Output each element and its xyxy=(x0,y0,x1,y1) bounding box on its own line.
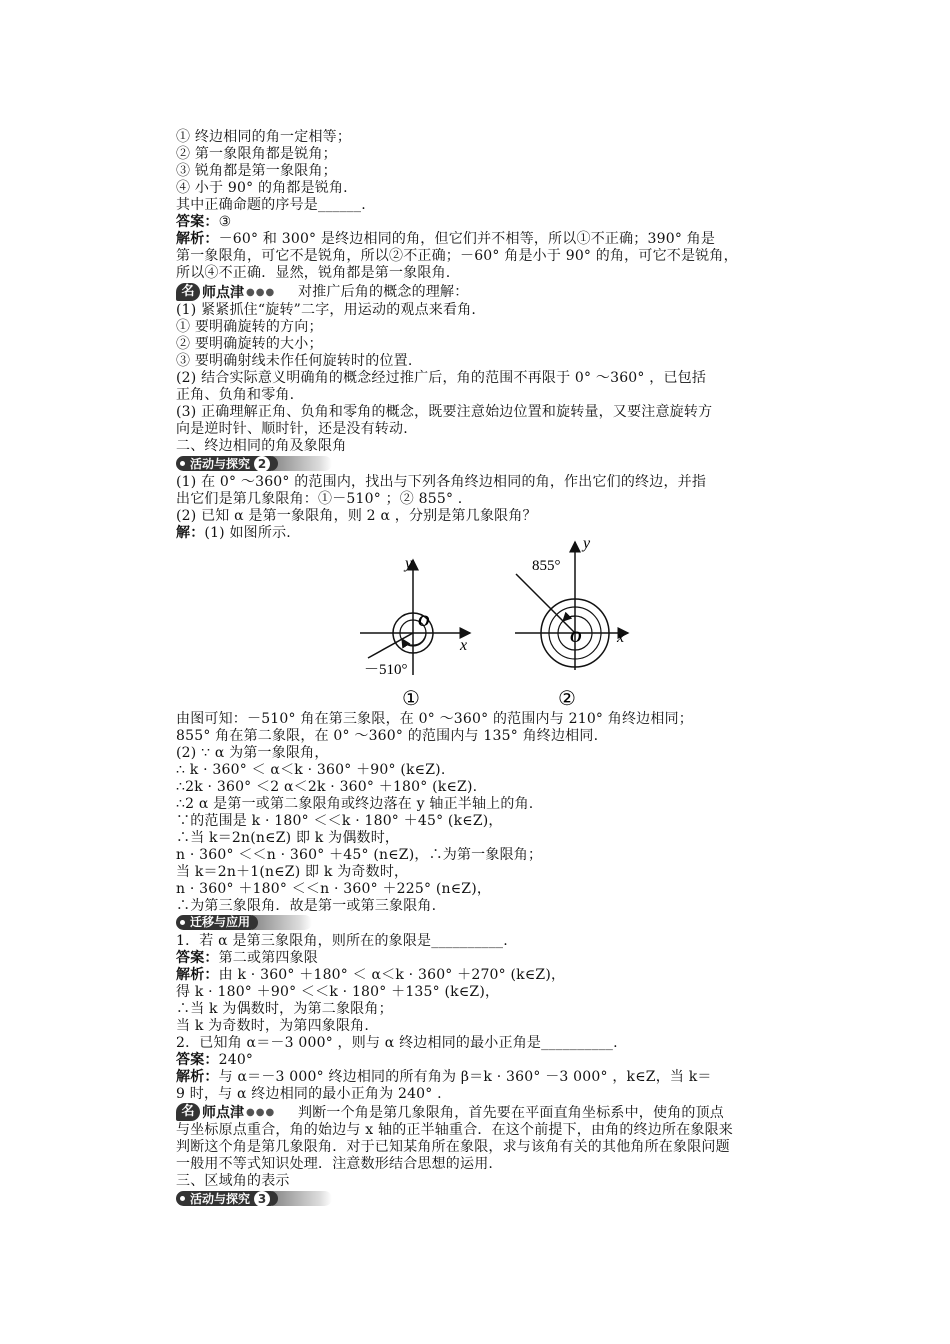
option-2: ② 第一象限角都是锐角； xyxy=(176,146,337,162)
tip-point-2: ① 要明确旋转的方向； xyxy=(176,319,323,335)
option-4: ④ 小于 90° 的角都是锐角. xyxy=(176,180,348,196)
analysis-2d: 当 k 为奇数时，为第四象限角. xyxy=(176,1018,370,1034)
analysis-1c: 所以④不正确．显然，锐角都是第一象限角. xyxy=(176,265,451,281)
tip-point-6a: (3) 正确理解正角、负角和零角的概念，既要注意始边位置和旋转量，又要注意旋转方 xyxy=(176,404,713,420)
y-axis-label-1: y xyxy=(405,555,413,572)
analysis-2b: 得 k · 180° ＋90° ＜＜k · 180° ＋135° (k∈Z)， xyxy=(176,984,500,1000)
question-2: (2) 已知 α 是第一象限角，则 2 α ，分别是第几象限角？ xyxy=(176,508,537,524)
result-1: 由图可知：－510° 角在第三象限，在 0° ～360° 的范围内与 210° 角终边相同； xyxy=(176,711,693,727)
tip-point-4: ③ 要明确射线未作任何旋转时的位置. xyxy=(176,353,413,369)
result-7: ∵的范围是 k · 180° ＜＜k · 180° ＋45° (k∈Z)， xyxy=(176,813,503,829)
tip-point-6b: 向是逆时针、顺时针，还是没有转动. xyxy=(176,421,408,437)
answer-3: 答案：240° xyxy=(176,1052,254,1068)
activity-badge-2: 活动与探究 2 xyxy=(176,455,332,472)
x-axis-label-2: x xyxy=(617,629,625,646)
analysis-1a: 解析：－60° 和 300° 是终边相同的角，但它们并不相等，所以①不正确；390° 角是 xyxy=(176,231,716,247)
transfer-badge: 迁移与应用 xyxy=(176,914,312,931)
option-3: ③ 锐角都是第一象限角； xyxy=(176,163,337,179)
y-axis-label-2: y xyxy=(583,540,591,552)
angle-diagram xyxy=(350,540,640,710)
exercise-2: 2．已知角 α＝－3 000° ，则与 α 终边相同的最小正角是__________. xyxy=(176,1035,618,1051)
angle-label-510: －510° xyxy=(364,662,408,678)
diagram-caption-1: ① xyxy=(402,688,420,710)
answer-1: 答案：③ xyxy=(176,214,232,230)
angle-label-855: 855° xyxy=(532,558,561,574)
result-11: n · 360° ＋180° ＜＜n · 360° ＋225° (n∈Z)， xyxy=(176,881,492,897)
teacher-tip-2c: 判断这个角是第几象限角．对于已知某角所在象限，求与该角有关的其他角所在象限问题 xyxy=(176,1139,730,1155)
question-1a: (1) 在 0° ～360° 的范围内，找出与下列各角终边相同的角，作出它们的终边，并指 xyxy=(176,474,707,490)
tip-point-1: (1) 紧紧抓住“旋转”二字，用运动的观点来看角. xyxy=(176,302,477,318)
analysis-3b: 9 时，与 α 终边相同的最小正角为 240° . xyxy=(176,1086,442,1102)
ming-icon: 名 xyxy=(176,283,200,301)
analysis-3a: 解析：与 α＝－3 000° 终边相同的所有角为 β＝k · 360° －3 000° ，k∈Z，当 k＝ xyxy=(176,1069,712,1085)
option-1: ① 终边相同的角一定相等； xyxy=(176,129,352,145)
tip-point-5b: 正角、负角和零角. xyxy=(176,387,295,403)
result-2: 855° 角在第二象限，在 0° ～360° 的范围内与 135° 角终边相同. xyxy=(176,728,599,744)
result-4: ∴ k · 360° ＜ α＜k · 360° ＋90° (k∈Z). xyxy=(176,762,446,778)
teacher-tip-2b: 与坐标原点重合，角的始边与 x 轴的正半轴重合．在这个前提下，由角的终边所在象限来 xyxy=(176,1122,733,1138)
section-2-heading: 二、终边相同的角及象限角 xyxy=(176,438,347,454)
teacher-tip-2a: 判断一个角是第几象限角，首先要在平面直角坐标系中，使角的顶点 xyxy=(298,1105,724,1121)
diagram-1 xyxy=(360,555,470,710)
origin-label-2: O xyxy=(570,629,582,646)
teacher-tip-2d: 一般用不等式知识处理．注意数形结合思想的运用. xyxy=(176,1156,494,1172)
question-prompt: 其中正确命题的序号是______. xyxy=(176,197,366,213)
result-9: n · 360° ＜＜n · 360° ＋45° (n∈Z)，∴为第一象限角； xyxy=(176,847,543,863)
diagram-caption-2: ② xyxy=(558,688,576,710)
ming-icon: 名 xyxy=(176,1103,200,1121)
analysis-1b: 第一象限角，可它不是锐角，所以②不正确；－60° 角是小于 90° 的角，可它不是锐角， xyxy=(176,248,738,264)
result-6: ∴2 α 是第一或第二象限角或终边落在 y 轴正半轴上的角. xyxy=(176,796,534,812)
section-3-heading: 三、区域角的表示 xyxy=(176,1173,290,1189)
result-3: (2) ∵ α 为第一象限角， xyxy=(176,745,329,761)
tip-point-5a: (2) 结合实际意义明确角的概念经过推广后，角的范围不再限于 0° ～360° ，已包括 xyxy=(176,370,707,386)
teacher-tip-badge-2: 名 师点津 ●●● xyxy=(176,1102,275,1122)
result-5: ∴2k · 360° ＜2 α＜2k · 360° ＋180° (k∈Z). xyxy=(176,779,478,795)
teacher-tip-badge-1: 名 师点津 ●●● xyxy=(176,282,275,302)
solution-start: 解：(1) 如图所示. xyxy=(176,525,291,541)
diagram-2 xyxy=(515,540,628,710)
answer-2: 答案：第二或第四象限 xyxy=(176,950,319,966)
origin-label-1: O xyxy=(418,613,430,630)
result-8: ∴当 k＝2n(n∈Z) 即 k 为偶数时， xyxy=(176,830,400,846)
activity-badge-3: 活动与探究 3 xyxy=(176,1190,332,1207)
x-axis-label-1: x xyxy=(460,637,468,654)
teacher-tip-1-title: 对推广后角的概念的理解： xyxy=(298,284,469,300)
exercise-1: 1．若 α 是第三象限角，则所在的象限是__________. xyxy=(176,933,508,949)
question-1b: 出它们是第几象限角：①－510° ；② 855° . xyxy=(176,491,463,507)
result-10: 当 k＝2n＋1(n∈Z) 即 k 为奇数时， xyxy=(176,864,409,880)
analysis-2c: ∴当 k 为偶数时，为第二象限角； xyxy=(176,1001,393,1017)
result-12: ∴为第三象限角．故是第一或第三象限角. xyxy=(176,898,437,914)
analysis-2a: 解析：由 k · 360° ＋180° ＜ α＜k · 360° ＋270° (k∈Z)， xyxy=(176,967,566,983)
tip-point-3: ② 要明确旋转的大小； xyxy=(176,336,323,352)
